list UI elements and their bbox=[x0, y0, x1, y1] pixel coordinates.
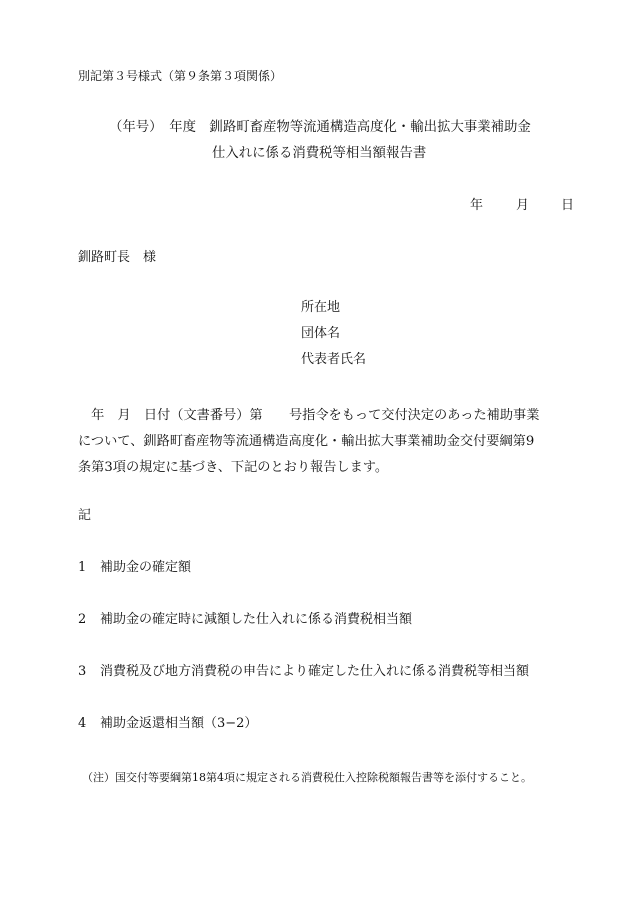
body-line: 年 月 日付（文書番号）第 号指令をもって交付決定のあった補助事業 bbox=[78, 408, 540, 423]
item-text: 補助金の確定額 bbox=[100, 560, 192, 575]
organization-label: 団体名 bbox=[301, 326, 341, 341]
report-body bbox=[78, 403, 568, 481]
item-number: 2 bbox=[78, 612, 87, 627]
item-number: 4 bbox=[78, 716, 87, 731]
list-item bbox=[78, 612, 412, 628]
report-title-line2: 仕入れに係る消費税等相当額報告書 bbox=[212, 146, 427, 161]
address-label: 所在地 bbox=[301, 300, 341, 315]
item-number: 1 bbox=[78, 560, 87, 575]
ki-heading: 記 bbox=[78, 508, 92, 523]
list-item bbox=[78, 560, 191, 576]
body-line: 条第3項の規定に基づき、下記のとおり報告します。 bbox=[78, 460, 389, 475]
item-text: 補助金返還相当額（3−2） bbox=[100, 716, 258, 731]
item-text: 補助金の確定時に減額した仕入れに係る消費税相当額 bbox=[100, 612, 413, 627]
body-line: について、釧路町畜産物等流通構造高度化・輸出拡大事業補助金交付要綱第9 bbox=[78, 434, 535, 449]
list-item bbox=[78, 716, 257, 732]
date-year: 年 bbox=[470, 198, 484, 213]
item-text: 消費税及び地方消費税の申告により確定した仕入れに係る消費税等相当額 bbox=[100, 664, 530, 679]
report-title-line1: （年号） 年度 釧路町畜産物等流通構造高度化・輸出拡大事業補助金 bbox=[109, 120, 531, 135]
date-month: 月 bbox=[516, 198, 530, 213]
form-label: 別記第３号様式（第９条第３項関係） bbox=[78, 69, 283, 83]
footnote: （注）国交付等要綱第18第4項に規定される消費税仕入控除税額報告書等を添付すること。 bbox=[82, 771, 532, 784]
applicant-block bbox=[301, 300, 366, 378]
addressee: 釧路町長 様 bbox=[78, 250, 157, 265]
item-number: 3 bbox=[78, 664, 87, 679]
date-line bbox=[470, 198, 574, 214]
representative-label: 代表者氏名 bbox=[301, 352, 367, 367]
list-item bbox=[78, 664, 529, 680]
date-day: 日 bbox=[561, 198, 575, 213]
